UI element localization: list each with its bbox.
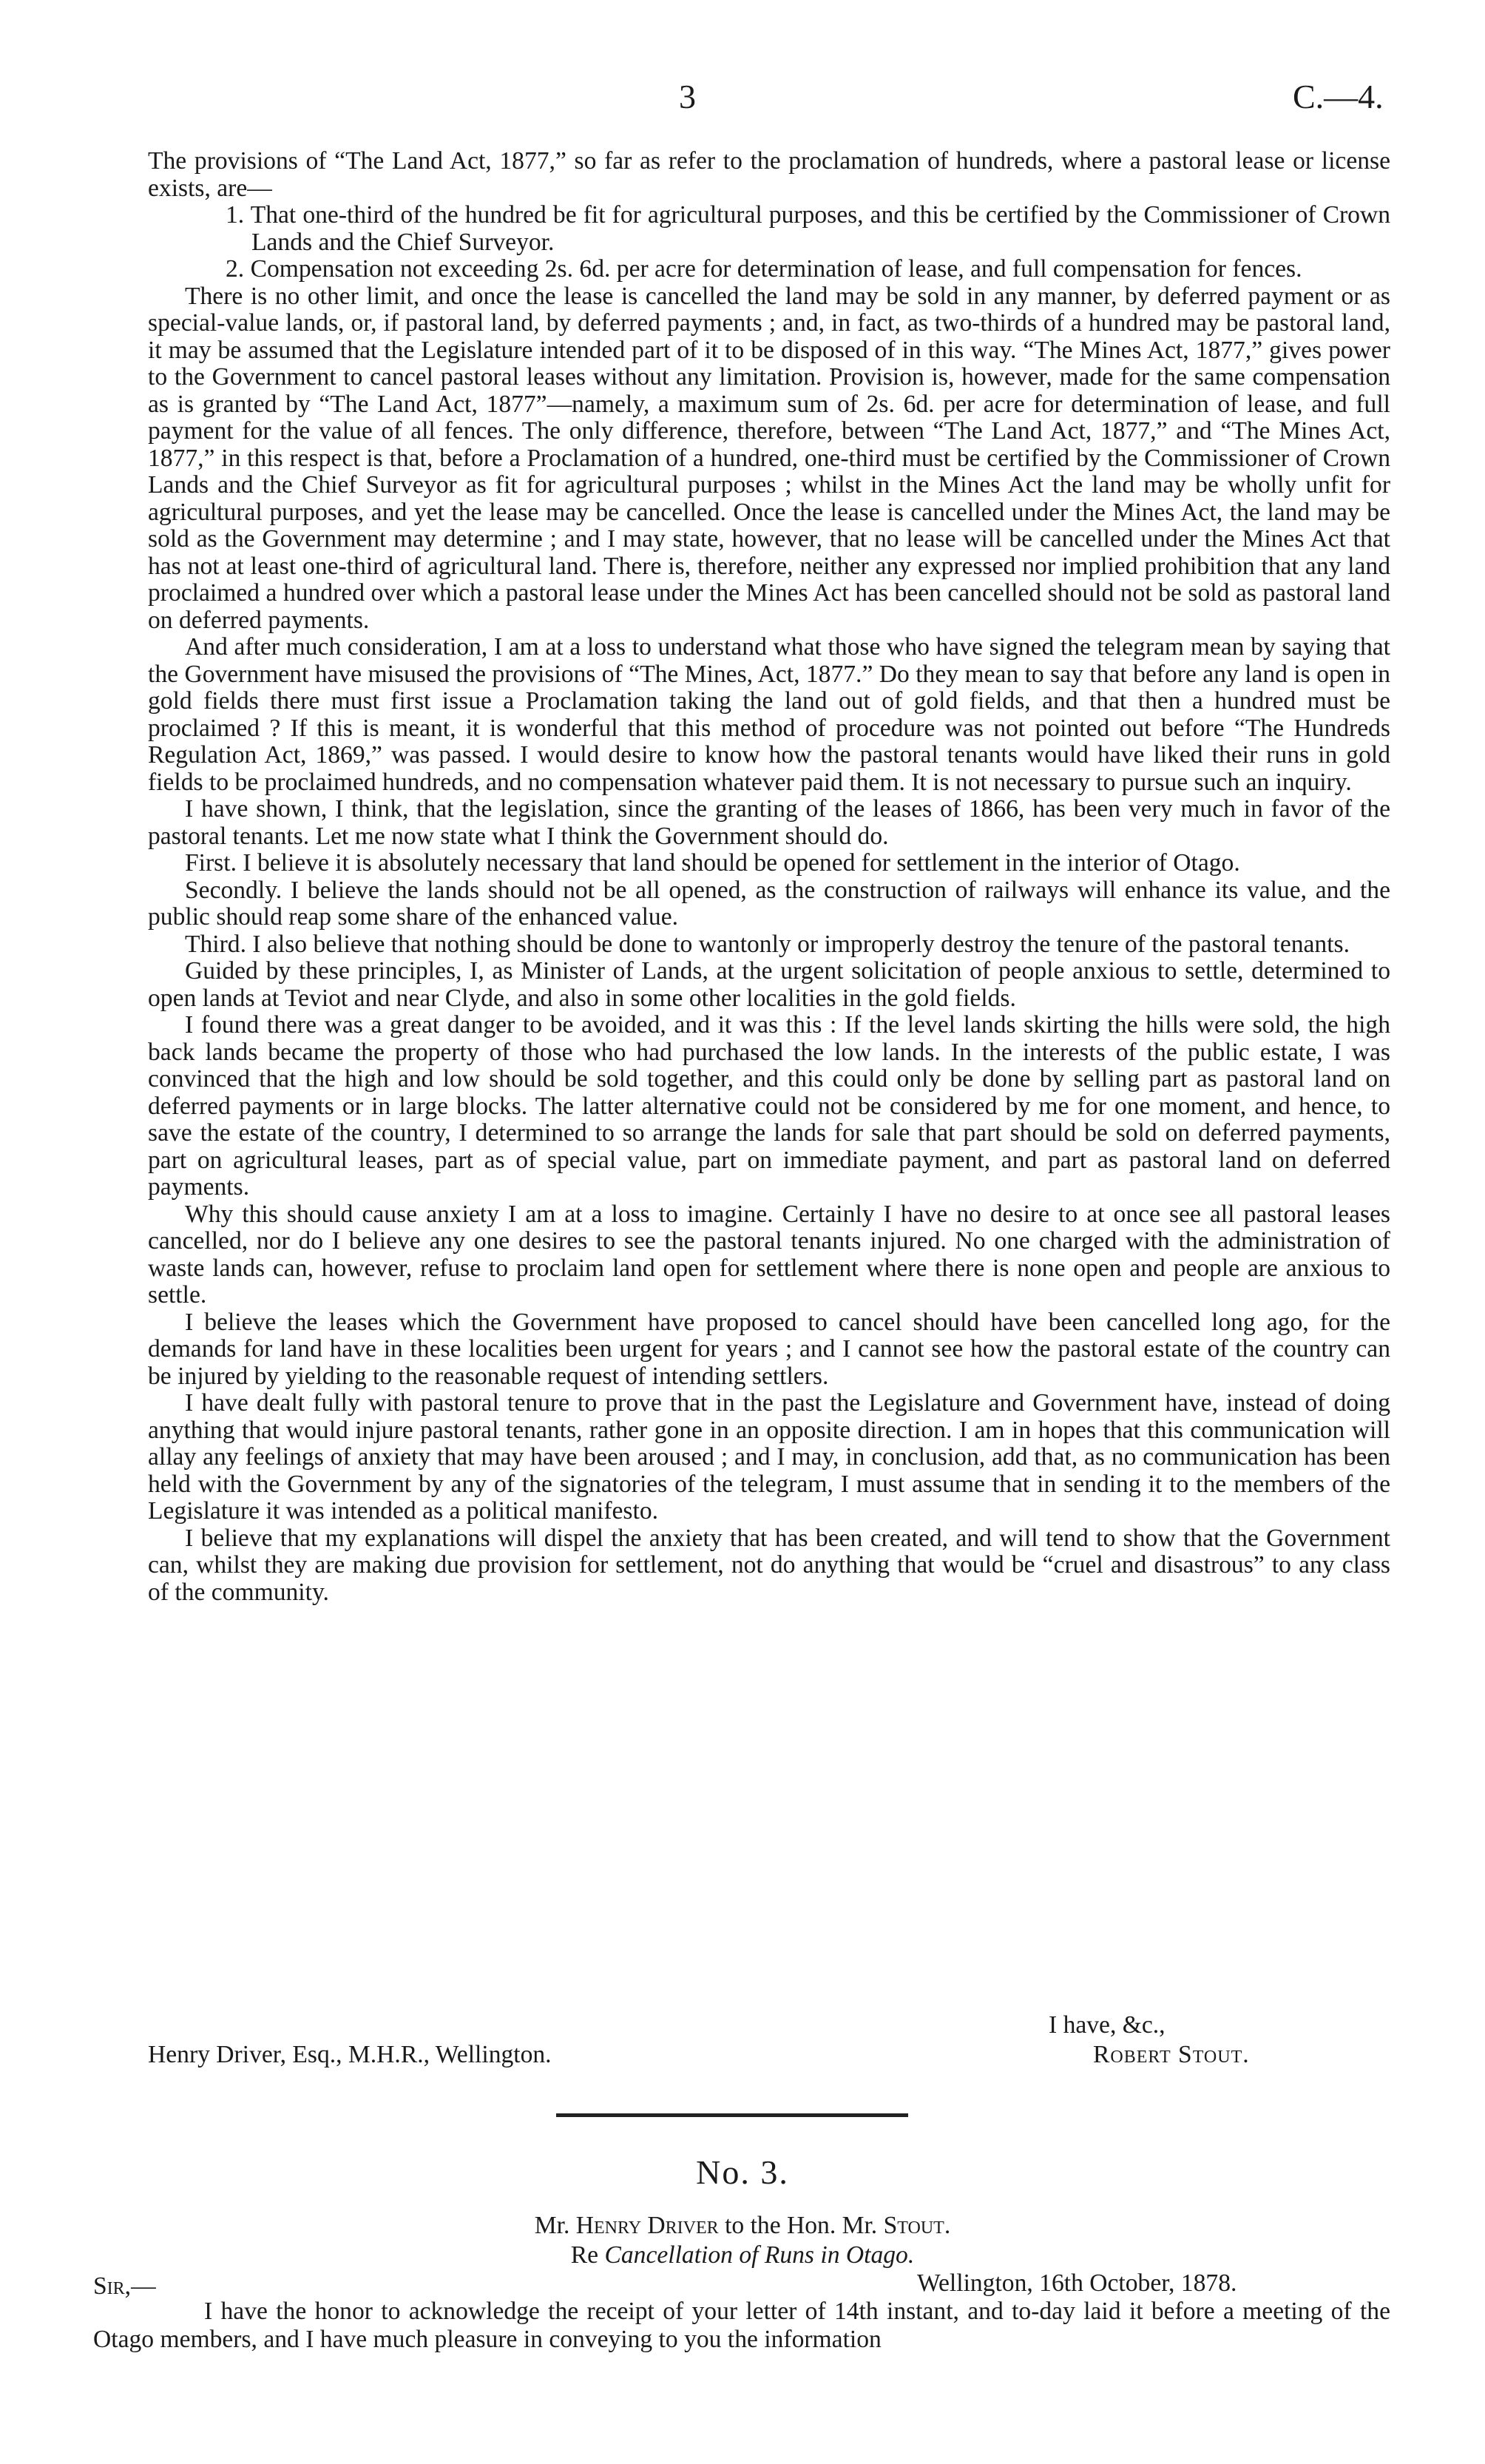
- addressee: Henry Driver, Esq., M.H.R., Wellington.: [148, 2041, 552, 2068]
- list-item: 2. Compensation not exceeding 2s. 6d. per acre for determination of lease, and full compensation for fences.: [226, 255, 1302, 283]
- paragraph: I found there was a great danger to be avoided, and it was this : If the level lands skirting the hills were sold, the high back lands became the property of those who had purchased the low lands. In the interests of the public estate, I was convinced that the high and low should be sold together, and this could only be done by selling part as pastoral land on deferred payments or in large blocks. The latter alternative could not be considered by me for one moment, and hence, to save the estate of the country, I determined to so arrange the lands for sale that part should be sold on deferred payments, part on agricultural leases, part as of special value, part on immediate payment, and part as pastoral land on deferred payments.: [148, 1011, 1390, 1201]
- list-item: 1. That one-third of the hundred be fit for agricultural purposes, and this be certified by the Commissioner of Crown Lands and the Chief Surveyor.: [226, 201, 1390, 256]
- letter-body: [148, 148, 1390, 1606]
- closing-phrase: I have, &c.,: [1049, 2011, 1166, 2039]
- signature: Robert Stout.: [1093, 2041, 1250, 2068]
- paragraph: Secondly. I believe the lands should not be all opened, as the construction of railways will enhance its value, and the public should reap some share of the enhanced value.: [148, 876, 1390, 931]
- letter-subject: [0, 2241, 1485, 2269]
- paragraph: I believe the leases which the Government have proposed to cancel should have been cancelled long ago, for the demands for land have in these localities been urgent for years ; and I cannot see how the pastoral estate of the country can be injured by yielding to the reasonable request of intending settlers.: [148, 1308, 1390, 1390]
- subject-text: Cancellation of Runs in Otago.: [604, 2241, 915, 2269]
- paragraph: Third. I also believe that nothing should be done to wantonly or improperly destroy the tenure of the pastoral tenants.: [185, 930, 1350, 958]
- paragraph: I believe that my explanations will dispel the anxiety that has been created, and will tend to show that the Government can, whilst they are making due provision for settlement, not do anything that would be “cruel and disastrous” to any class of the community.: [148, 1524, 1390, 1606]
- paragraph: First. I believe it is absolutely necessary that land should be opened for settlement in the interior of Otago.: [185, 849, 1240, 877]
- dateline: Wellington, 16th October, 1878.: [917, 2269, 1237, 2297]
- paragraph: I have the honor to acknowledge the receipt of your letter of 14th instant, and to-day laid it before a meeting of the Otago members, and I have much pleasure in conveying to you the information: [93, 2298, 1390, 2353]
- subject-prefix: Re: [570, 2241, 599, 2269]
- sender-name: Henry Driver: [575, 2212, 719, 2239]
- paragraph: There is no other limit, and once the lease is cancelled the land may be sold in any manner, by deferred payment or as special-value lands, or, if pastoral land, by deferred payments ; and, in fact, as two-thirds of a hundred may be pastoral land, it may be assumed that the Legislature intended part of it to be disposed of in this way. “The Mines Act, 1877,” gives power to the Government to cancel pastoral leases without any limitation. Provision is, however, made for the same compensation as is granted by “The Land Act, 1877”—namely, a maximum sum of 2s. 6d. per acre for determination of lease, and full payment for the value of all fences. The only difference, therefore, between “The Land Act, 1877,” and “The Mines Act, 1877,” in this respect is that, before a Proclamation of a hundred, one-third must be certified by the Commissioner of Crown Lands and the Chief Surveyor as fit for agricultural purposes ; whilst in the Mines Act the land may be wholly unfit for agricultural purposes, and yet the lease may be cancelled. Once the lease is cancelled under the Mines Act, the land may be sold as the Government may determine ; and I may state, however, that no lease will be cancelled under the Mines Act that has not at least one-third of agricultural land. There is, therefore, neither any expressed nor implied prohibition that any land proclaimed a hundred over which a pastoral lease under the Mines Act has been cancelled should not be sold as pastoral land on deferred payments.: [148, 282, 1390, 634]
- paragraph: Guided by these principles, I, as Minister of Lands, at the urgent solicitation of people anxious to settle, determined to open lands at Teviot and near Clyde, and also in some other localities in the gold fields.: [148, 957, 1390, 1012]
- paragraph: I have dealt fully with pastoral tenure to prove that in the past the Legislature and Government have, instead of doing anything that would injure pastoral tenants, rather gone in an opposite direction. I am in hopes that this communication will allay any feelings of anxiety that may have been aroused ; and I may, in conclusion, add that, as no communication has been held with the Government by any of the signatories of the telegram, I must assume that in sending it to the members of the Legislature it was intended as a political manifesto.: [148, 1389, 1390, 1525]
- paragraph: I have shown, I think, that the legislation, since the granting of the leases of 1866, has been very much in favor of the pastoral tenants. Let me now state what I think the Government should do.: [148, 795, 1390, 850]
- letter-heading: [0, 2212, 1485, 2240]
- heading-middle: to the Hon. Mr.: [725, 2212, 878, 2239]
- paragraph: The provisions of “The Land Act, 1877,” so far as refer to the proclamation of hundreds, where a pastoral lease or license exists, are—: [148, 147, 1390, 202]
- heading-prefix: Mr.: [534, 2212, 570, 2239]
- letter-3-body: [93, 2298, 1390, 2354]
- page-number: 3: [679, 78, 696, 115]
- paragraph: Why this should cause anxiety I am at a loss to imagine. Certainly I have no desire to at once see all pastoral leases cancelled, nor do I believe any one desires to see the pastoral tenants injured. No one charged with the administration of waste lands can, however, refuse to proclaim land open for settlement where there is none open and people are anxious to settle.: [148, 1200, 1390, 1309]
- section-divider: [556, 2113, 908, 2117]
- document-reference: C.—4.: [1293, 78, 1384, 115]
- paragraph: And after much consideration, I am at a loss to understand what those who have signed the telegram mean by saying that the Government have misused the provisions of “The Mines, Act, 1877.” Do they mean to say that before any land is open in gold fields there must first issue a Proclamation taking the land out of gold fields, and that then a hundred must be proclaimed ? If this is meant, it is wonderful that this method of procedure was not pointed out before “The Hundreds Regulation Act, 1869,” was passed. I would desire to know how the pastoral tenants would have liked their runs in gold fields to be proclaimed hundreds, and no compensation whatever paid them. It is not necessary to pursue such an inquiry.: [148, 633, 1390, 796]
- recipient-name: Stout.: [883, 2212, 951, 2239]
- salutation: Sir,—: [93, 2272, 156, 2300]
- letter-number: No. 3.: [696, 2153, 789, 2191]
